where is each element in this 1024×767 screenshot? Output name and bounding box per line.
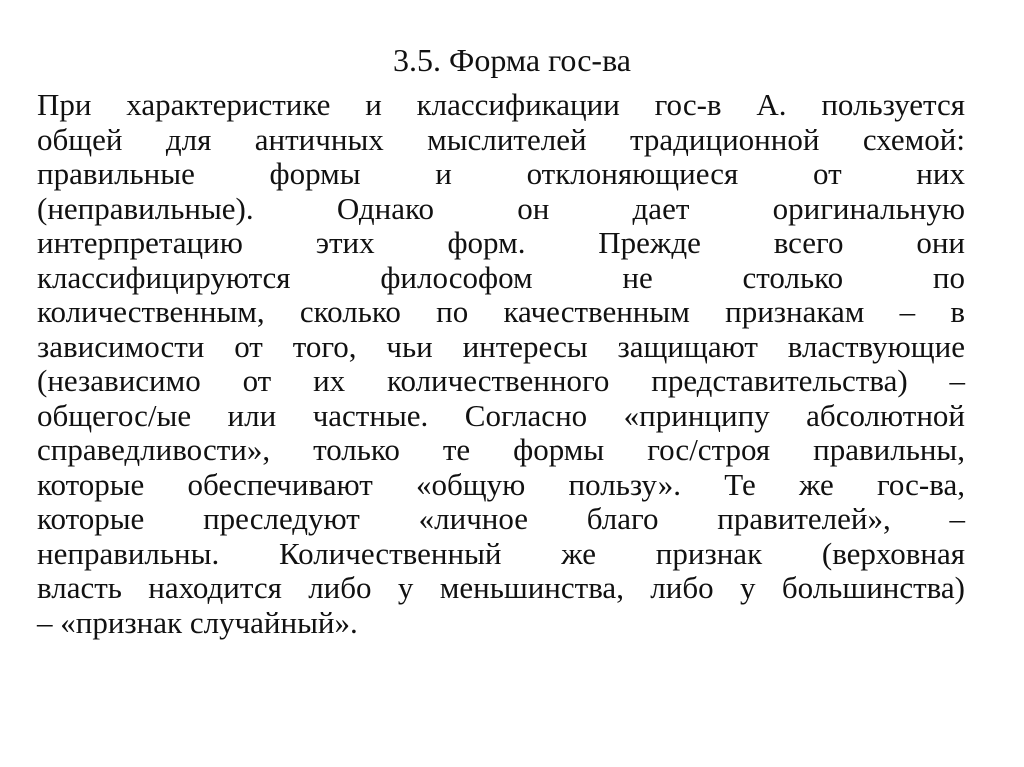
text-line: – «признак случайный».	[37, 604, 358, 640]
text-line: количественным, сколько по качественным признакам – в	[37, 294, 965, 329]
text-line: справедливости», только те формы гос/строя правильны,	[37, 432, 965, 467]
slide-body-text	[37, 88, 965, 640]
text-line: зависимости от того, чьи интересы защищают властвующие	[37, 328, 965, 364]
text-line: классифицируются философом не столько по	[37, 259, 965, 295]
text-line: общегос/ые или частные. Согласно «принципу абсолютной	[37, 397, 965, 433]
text-line: неправильны. Количественный же признак (верховная	[37, 535, 965, 571]
text-line: (независимо от их количественного представительства) –	[37, 363, 965, 398]
text-line: (неправильные). Однако он дает оригинальную	[37, 190, 965, 226]
text-line: интерпретацию этих форм. Прежде всего они	[37, 225, 965, 260]
text-line: правильные формы и отклоняющиеся от них	[37, 156, 965, 191]
text-line: власть находится либо у меньшинства, либо у большинства)	[37, 570, 965, 605]
slide-title: 3.5. Форма гос-ва	[393, 42, 631, 78]
text-line: общей для античных мыслителей традиционной схемой:	[37, 121, 965, 157]
text-line: которые преследуют «личное благо правителей», –	[37, 501, 965, 536]
text-line: При характеристике и классификации гос-в А. пользуется	[37, 87, 965, 122]
text-line: которые обеспечивают «общую пользу». Те же гос-ва,	[37, 466, 965, 502]
